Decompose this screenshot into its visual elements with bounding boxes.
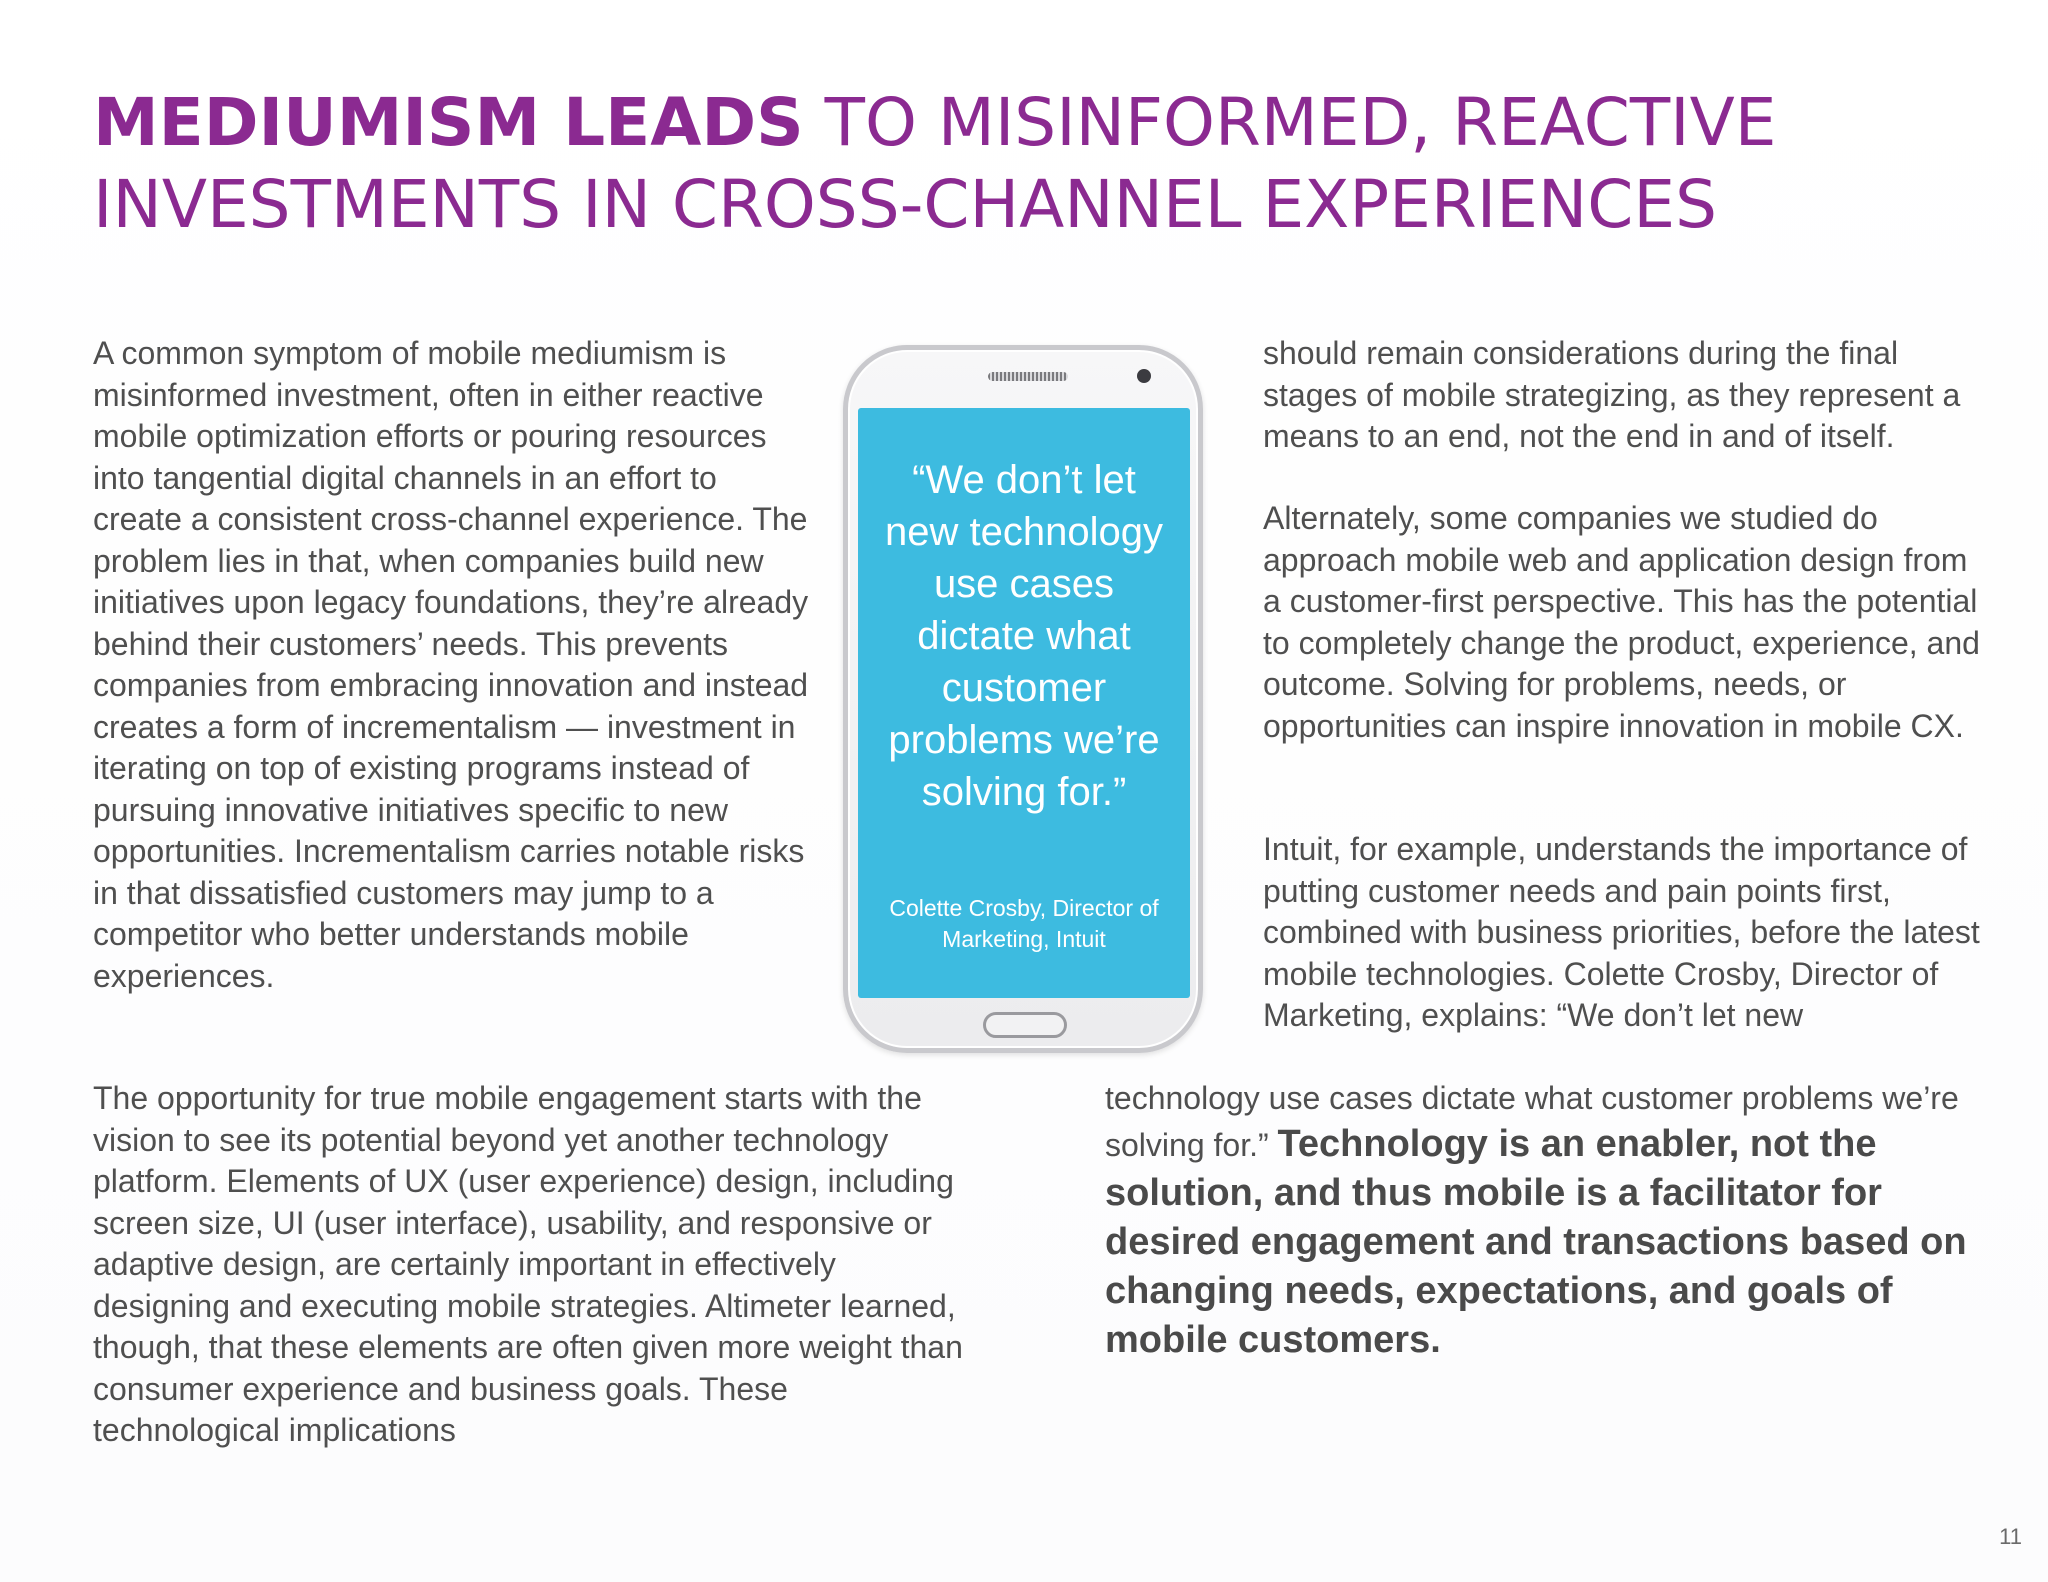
left-paragraph-1: A common symptom of mobile mediumism is misinformed investment, often in either reactive mobile optimization efforts or pouring resources into tangential digital channels in an effort to create a consistent cross-channel experience. The problem lies in that, when companies build new initiatives upon legacy foundations, they’re already behind their customers’ needs. This prevents companies from embracing innovation and instead creates a form of incrementalism — investment in iterating on top of existing programs instead of pursuing innovative initiatives specific to new opportunities. Incrementalism carries notable risks in that dissatisfied customers may jump to a competitor who better understands mobile experiences. <box>93 335 809 994</box>
title-bold-part: MEDIUMISM LEADS <box>93 84 804 161</box>
title-regular-part: TO MISINFORMED, REACTIVE INVESTMENTS IN CROSS-CHANNEL EXPERIENCES <box>93 84 1777 243</box>
right-paragraph-3: Intuit, for example, understands the importance of putting customer needs and pain points first, combined with business priorities, before the latest mobile technologies. Colette Crosby, Director of Marketing, explains: “We don’t let new <box>1263 831 1980 1033</box>
page-number: 11 <box>1999 1524 2022 1549</box>
right-paragraph-4-emphasis: Technology is an enabler, not the solution, and thus mobile is a facilitator for desired engagement and transactions based on changing needs, expectations, and goals of mobile customers. <box>1105 1122 1967 1361</box>
phone-home-button-icon <box>983 1012 1067 1038</box>
pull-quote-attribution: Colette Crosby, Director of Marketing, Intuit <box>889 895 1159 952</box>
page-title <box>93 82 1973 246</box>
right-paragraph-1: should remain considerations during the final stages of mobile strategizing, as they represent a means to an end, not the end in and of itself. <box>1263 335 1961 454</box>
phone-camera-icon <box>1137 369 1151 383</box>
phone-illustration <box>843 345 1203 1053</box>
pull-quote-text: “We don’t let new technology use cases dictate what customer problems we’re solving for.” <box>885 458 1163 814</box>
phone-speaker-icon <box>988 372 1068 381</box>
right-paragraph-2: Alternately, some companies we studied do approach mobile web and application design from a customer-first perspective. This has the potential to completely change the product, experience, and outcome. Solving for problems, needs, or opportunities can inspire innovation in mobile CX. <box>1263 500 1980 744</box>
right-paragraph-4-regular: technology use cases dictate what customer problems we’re solving for.” <box>1105 1080 1959 1163</box>
right-paragraph-4 <box>1105 1078 1985 1365</box>
phone-screen <box>858 408 1190 998</box>
left-paragraph-2: The opportunity for true mobile engagement starts with the vision to see its potential beyond yet another technology platform. Elements of UX (user experience) design, including screen size, UI (user interface), usability, and responsive or adaptive design, are certainly important in effectively designing and executing mobile strategies. Altimeter learned, though, that these elements are often given more weight than consumer experience and business goals. These technological implications <box>93 1080 963 1448</box>
